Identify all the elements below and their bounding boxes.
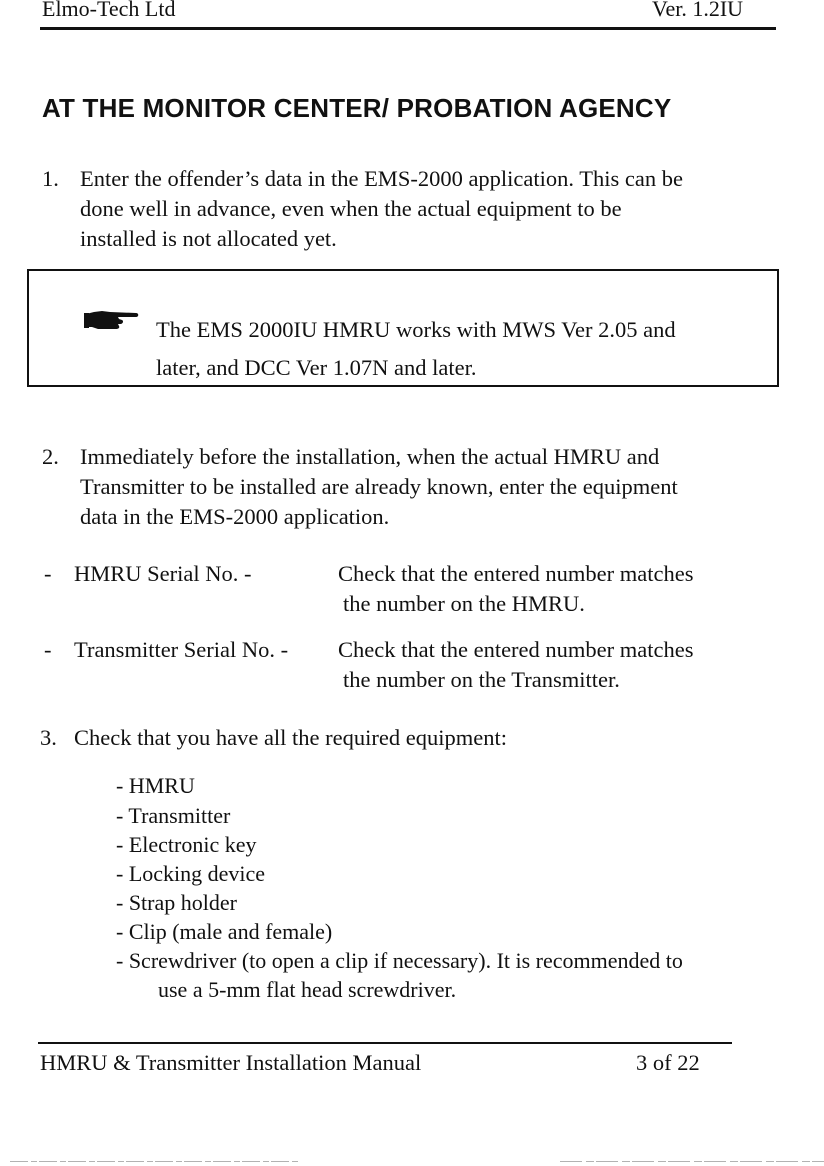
- header-rule: [40, 27, 776, 30]
- step-1-number: 1.: [42, 166, 59, 191]
- equipment-item: - Locking device: [116, 861, 266, 886]
- check-1-desc-line-2: the number on the HMRU.: [343, 591, 585, 616]
- section-title: AT THE MONITOR CENTER/ PROBATION AGENCY: [42, 93, 672, 123]
- check-2-desc-line-2: the number on the Transmitter.: [343, 667, 620, 692]
- check-2-label: Transmitter Serial No. -: [74, 637, 289, 662]
- check-1-bullet: -: [44, 561, 52, 586]
- check-2-bullet: -: [44, 637, 52, 662]
- equipment-item: - Strap holder: [116, 890, 237, 915]
- note-line-1: The EMS 2000IU HMRU works with MWS Ver 2.05 and: [156, 317, 676, 342]
- check-2-desc-line-1: Check that the entered number matches: [338, 637, 694, 662]
- page-number: 3 of 22: [636, 1050, 700, 1075]
- note-line-2: later, and DCC Ver 1.07N and later.: [156, 355, 477, 380]
- manual-title: HMRU & Transmitter Installation Manual: [40, 1050, 422, 1075]
- equipment-item: - Electronic key: [116, 832, 257, 857]
- step-2-number: 2.: [42, 444, 59, 469]
- equipment-item: - HMRU: [116, 773, 195, 798]
- step-3-number: 3.: [40, 725, 57, 750]
- pointing-hand-icon: [84, 308, 140, 337]
- step-1-line-2: done well in advance, even when the actual equipment to be: [80, 196, 622, 221]
- step-1-line-3: installed is not allocated yet.: [80, 226, 337, 251]
- step-2-line-1: Immediately before the installation, when the actual HMRU and: [80, 444, 660, 469]
- step-1-line-1: Enter the offender’s data in the EMS-2000 application. This can be: [80, 166, 683, 191]
- company-name: Elmo-Tech Ltd: [42, 0, 176, 21]
- equipment-item: - Screwdriver (to open a clip if necessary). It is recommended to: [116, 948, 683, 973]
- equipment-item-continuation: use a 5-mm flat head screwdriver.: [158, 977, 457, 1002]
- check-1-label: HMRU Serial No. -: [74, 561, 252, 586]
- scan-edge-line: [0, 1161, 824, 1162]
- document-version: Ver. 1.2IU: [652, 0, 744, 21]
- equipment-item: - Transmitter: [116, 803, 231, 828]
- step-2-line-3: data in the EMS-2000 application.: [80, 504, 390, 529]
- step-3-intro: Check that you have all the required equipment:: [74, 725, 507, 750]
- check-1-desc-line-1: Check that the entered number matches: [338, 561, 694, 586]
- equipment-item: - Clip (male and female): [116, 919, 333, 944]
- footer-rule: [38, 1042, 732, 1044]
- step-2-line-2: Transmitter to be installed are already known, enter the equipment: [80, 474, 678, 499]
